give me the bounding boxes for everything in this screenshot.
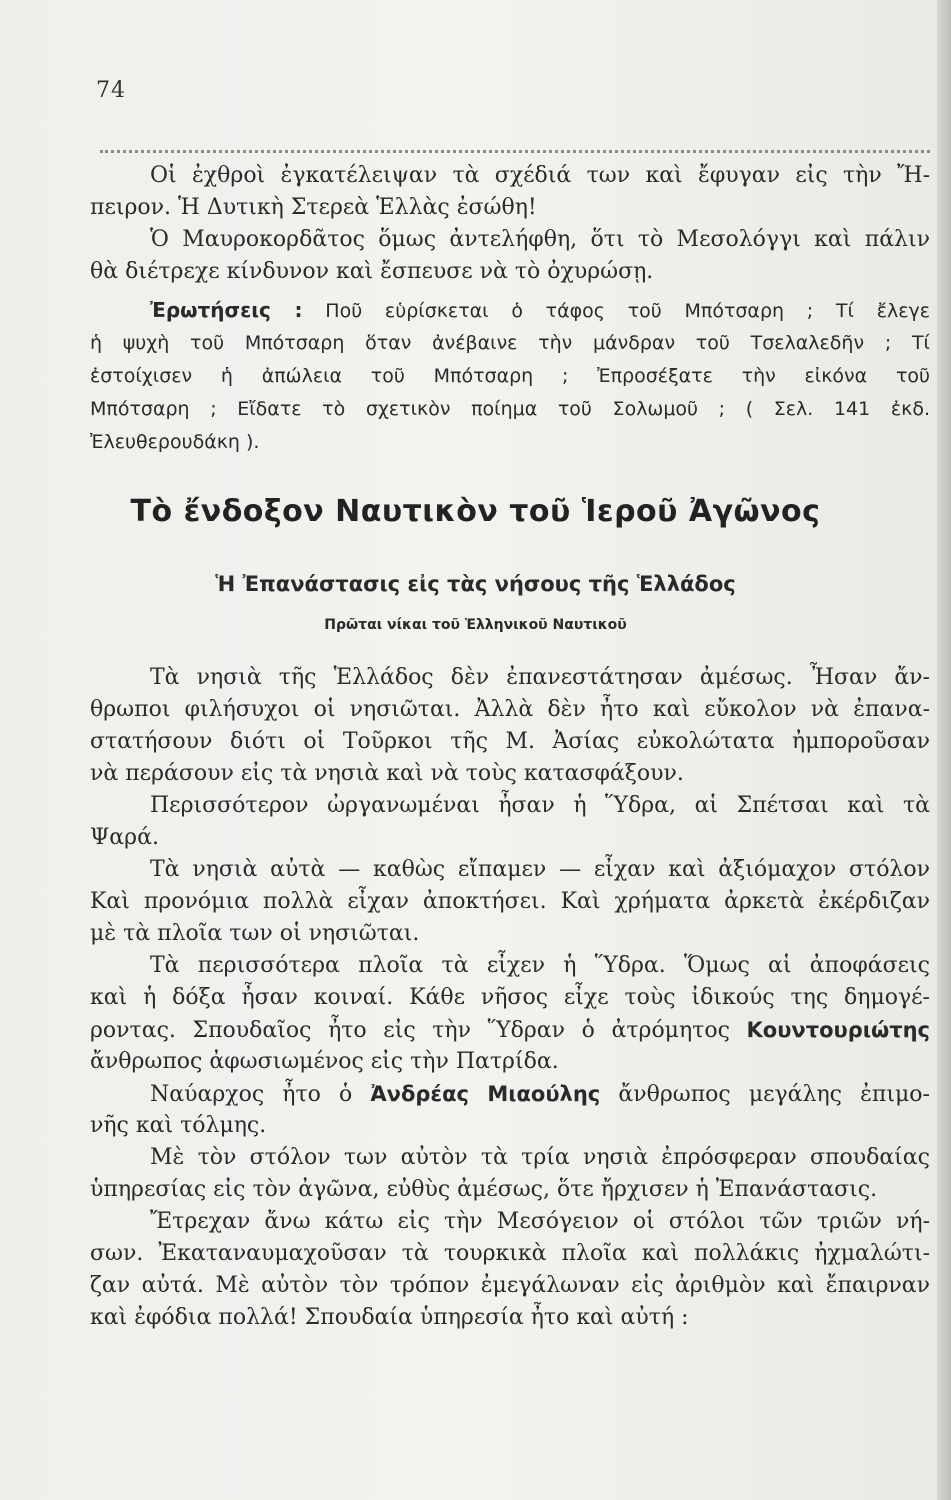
text-line: Μὲ τὸν στόλον των αὐτὸν τὰ τρία νησιὰ ἐπρόσφεραν σπουδαίας: [150, 1145, 930, 1170]
questions-paragraph: [90, 294, 930, 459]
text-line: μὲ τὰ πλοῖα των οἱ νησιῶται.: [90, 921, 420, 946]
text-line: Τὰ νησιὰ τῆς Ἑλλάδος δὲν ἐπανεστάτησαν ἀμέσως. Ἦσαν ἄν-: [150, 665, 930, 690]
person-name-miaoulis: Ἀνδρέας Μιαούλης: [370, 1082, 601, 1106]
text-line: Ἔτρεχαν ἄνω κάτω εἰς τὴν Μεσόγειον οἱ στόλοι τῶν τριῶν νή-: [150, 1209, 930, 1234]
text-line: καὶ ἐφόδια πολλά! Σπουδαία ὑπηρεσία ἦτο καὶ αὐτή :: [90, 1305, 689, 1330]
text-line: ἡ ψυχὴ τοῦ Μπότσαρη ὅταν ἀνέβαινε τὴν μάνδραν τοῦ Τσελαλεδῆν ; Τί: [90, 332, 930, 354]
section-title: Ἡ Ἐπανάστασις εἰς τὰς νήσους τῆς Ἑλλάδος: [215, 572, 736, 596]
subsection-title: Πρῶται νίκαι τοῦ Ἑλληνικοῦ Ναυτικοῦ: [324, 617, 627, 633]
page-edge-shadow: [937, 0, 951, 1500]
text-line: Καὶ προνόμια πολλὰ εἶχαν ἀποκτήσει. Καὶ χρήματα ἀρκετὰ ἐκέρδιζαν: [90, 889, 930, 914]
text-line: Ὁ Μαυροκορδᾶτος ὅμως ἀντελήφθη, ὅτι τὸ Μεσολόγγι καὶ πάλιν: [150, 227, 930, 252]
text-fragment: ἄνθρωπος μεγάλης ἐπιμο-: [618, 1082, 930, 1107]
text-line: θὰ διέτρεχε κίνδυνον καὶ ἔσπευσε νὰ τὸ ὀχυρώσῃ.: [90, 259, 654, 284]
text-line: θρωποι φιλήσυχοι οἱ νησιῶται. Ἀλλὰ δὲν ἦτο καὶ εὔκολον νὰ ἐπανα-: [90, 697, 930, 722]
intro-paragraph: [90, 160, 930, 288]
text-line: Οἱ ἐχθροὶ ἐγκατέλειψαν τὰ σχέδιά των καὶ ἔφυγαν εἰς τὴν Ἤ-: [150, 163, 930, 188]
text-line: νῆς καὶ τόλμης.: [90, 1113, 267, 1138]
text-line: Τὰ νησιὰ αὐτὰ — καθὼς εἴπαμεν — εἶχαν καὶ ἀξιόμαχον στόλον: [150, 857, 930, 882]
text-line-with-name: [90, 1014, 930, 1046]
text-line: Μπότσαρη ; Εἴδατε τὸ σχετικὸν ποίημα τοῦ Σολωμοῦ ; ( Σελ. 141 ἐκδ.: [90, 398, 930, 420]
text-line: νὰ περάσουν εἰς τὰ νησιὰ καὶ νὰ τοὺς κατασφάξουν.: [90, 761, 684, 786]
page-number: 74: [96, 78, 126, 103]
text-line: στατήσουν διότι οἱ Τοῦρκοι τῆς Μ. Ἀσίας εὐκολώτατα ἠμποροῦσαν: [90, 729, 930, 754]
text-line: ἄνθρωπος ἀφωσιωμένος εἰς τὴν Πατρίδα.: [90, 1049, 559, 1074]
dotted-separator: [100, 150, 930, 153]
text-line: ζαν αὐτά. Μὲ αὐτὸν τὸν τρόπον ἐμεγάλωναν εἰς ἀριθμὸν καὶ ἔπαιρναν: [90, 1273, 930, 1298]
text-line: Ἐλευθερουδάκη ).: [90, 431, 260, 453]
questions-label: Ἐρωτήσεις :: [150, 298, 303, 322]
text-line: σων. Ἐκαταναυμαχοῦσαν τὰ τουρκικὰ πλοῖα καὶ πολλάκις ἠχμαλώτι-: [90, 1241, 930, 1266]
person-name-kountouriotis: Κουντουριώτης: [746, 1018, 930, 1042]
text-line-with-name: [90, 1078, 930, 1110]
text-line: Περισσότερον ὠργανωμέναι ἦσαν ἡ Ὕδρα, αἱ Σπέτσαι καὶ τὰ: [150, 793, 930, 818]
questions-text: Ποῦ εὑρίσκεται ὁ τάφος τοῦ Μπότσαρη ; Τί ἔλεγε: [325, 300, 930, 322]
questions-first-line: [90, 294, 930, 327]
body-text: [90, 662, 930, 1334]
chapter-title: Τὸ ἔνδοξον Ναυτικὸν τοῦ Ἱεροῦ Ἀγῶνος: [130, 494, 821, 529]
text-fragment: ροντας. Σπουδαῖος ἦτο εἰς τὴν Ὕδραν ὁ ἀτρόμητος: [90, 1018, 730, 1043]
text-line: καὶ ἡ δόξα ἦσαν κοιναί. Κάθε νῆσος εἶχε τοὺς ἰδικούς της δημογέ-: [90, 985, 930, 1010]
text-line: πειρον. Ἡ Δυτικὴ Στερεὰ Ἑλλὰς ἐσώθη!: [90, 195, 537, 220]
text-line: ἐστοίχισεν ἡ ἀπώλεια τοῦ Μπότσαρη ; Ἐπροσέξατε τὴν εἰκόνα τοῦ: [90, 365, 930, 387]
text-line: Ψαρά.: [90, 825, 159, 850]
text-fragment: Ναύαρχος ἦτο ὁ: [150, 1082, 353, 1107]
text-line: Τὰ περισσότερα πλοῖα τὰ εἶχεν ἡ Ὕδρα. Ὅμως αἱ ἀποφάσεις: [150, 953, 930, 978]
text-line: ὑπηρεσίας εἰς τὸν ἀγῶνα, εὐθὺς ἀμέσως, ὅτε ἤρχισεν ἡ Ἐπανάστασις.: [90, 1177, 878, 1202]
